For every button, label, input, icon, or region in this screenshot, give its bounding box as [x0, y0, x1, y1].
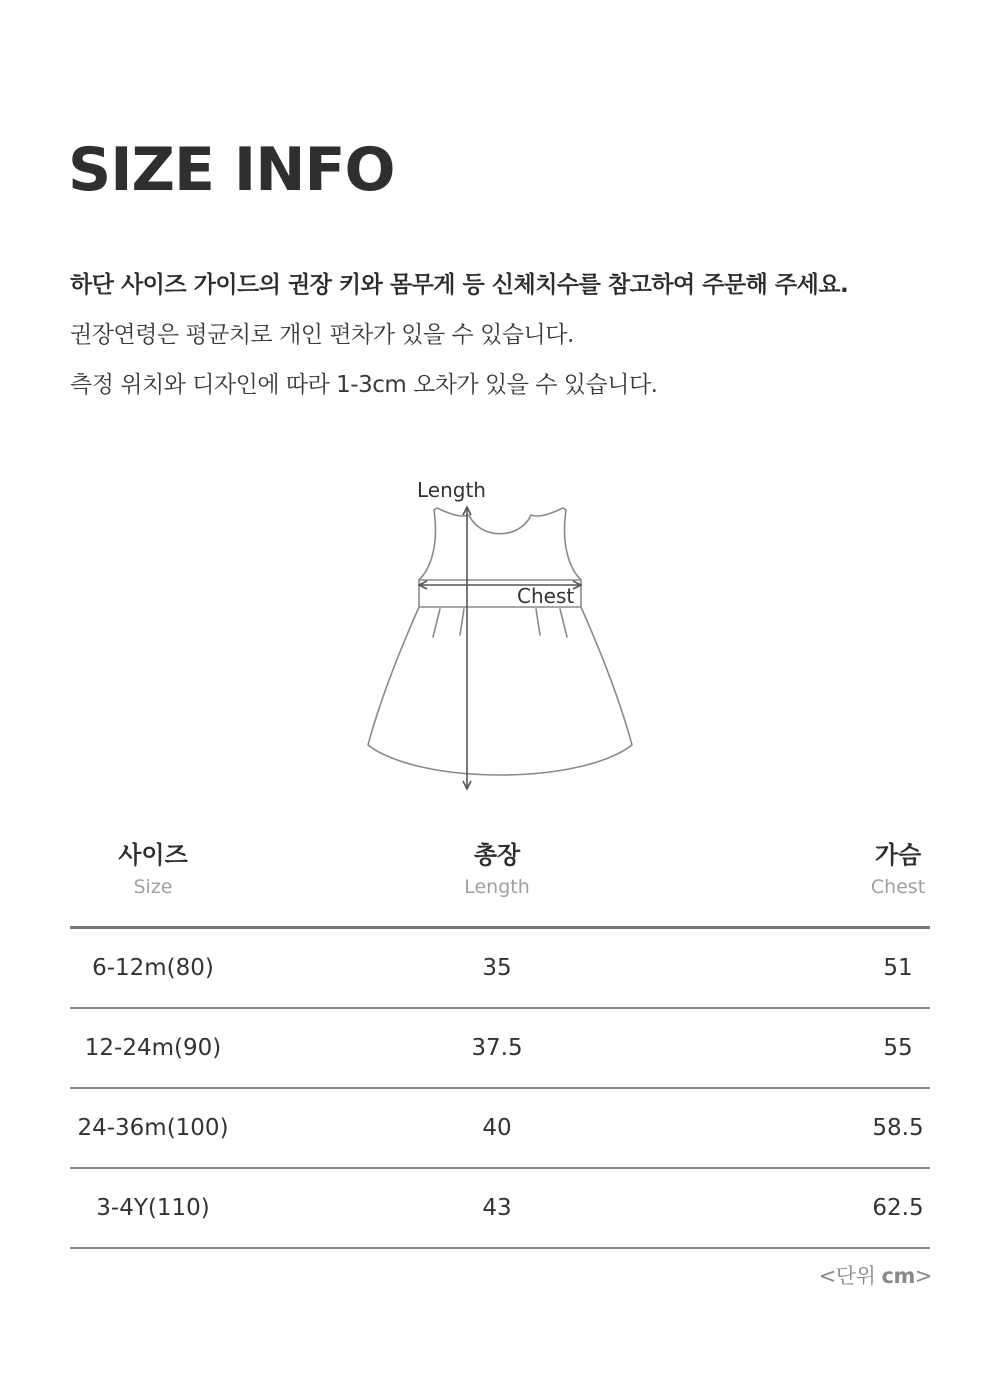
unit-note-suffix: >: [914, 1264, 932, 1288]
table-row: [70, 929, 930, 1009]
cell-chest: 51: [883, 955, 913, 981]
notice-line-order-guide: 하단 사이즈 가이드의 권장 키와 몸무게 등 신체치수를 참고하여 주문해 주세요.: [70, 272, 849, 298]
dress-outline-illustration: [360, 470, 640, 800]
garment-diagram: [360, 470, 640, 800]
header-size-en: Size: [133, 876, 173, 898]
cell-length: 35: [482, 955, 512, 981]
cell-length: 40: [482, 1115, 512, 1141]
cell-size: 24-36m(100): [77, 1115, 229, 1141]
cell-size: 3-4Y(110): [96, 1195, 210, 1221]
notice-line-tolerance: 측정 위치와 디자인에 따라 1-3cm 오차가 있을 수 있습니다.: [70, 372, 658, 398]
header-chest: [842, 838, 954, 902]
size-table: [70, 830, 930, 1249]
header-length-en: Length: [464, 876, 530, 898]
dress-pleat-lines: [433, 609, 567, 637]
header-length: [412, 838, 582, 902]
dress-bodice-outline: [419, 508, 581, 580]
unit-note-unit: cm: [881, 1264, 915, 1288]
unit-note-prefix: <단위: [818, 1264, 882, 1288]
table-row: [70, 1009, 930, 1089]
header-length-ko: 총장: [473, 841, 521, 869]
cell-length: 43: [482, 1195, 512, 1221]
cell-size: 6-12m(80): [92, 955, 214, 981]
cell-size: 12-24m(90): [84, 1035, 222, 1061]
unit-note: [819, 1260, 932, 1290]
table-row: [70, 1089, 930, 1169]
table-row: [70, 1169, 930, 1249]
header-chest-en: Chest: [870, 876, 926, 898]
cell-chest: 62.5: [872, 1195, 924, 1221]
header-chest-ko: 가슴: [874, 841, 922, 869]
page-title: SIZE INFO: [68, 135, 395, 205]
chest-label: Chest: [517, 584, 575, 608]
size-table-header: [70, 830, 930, 929]
notice-line-age: 권장연령은 평균치로 개인 편차가 있을 수 있습니다.: [70, 322, 574, 348]
cell-length: 37.5: [471, 1035, 523, 1061]
header-size-ko: 사이즈: [118, 841, 188, 869]
cell-chest: 58.5: [872, 1115, 924, 1141]
dress-skirt-outline: [368, 607, 632, 775]
cell-chest: 55: [883, 1035, 913, 1061]
header-size: [70, 838, 236, 902]
length-label: Length: [417, 478, 486, 502]
size-notice: [70, 262, 848, 412]
